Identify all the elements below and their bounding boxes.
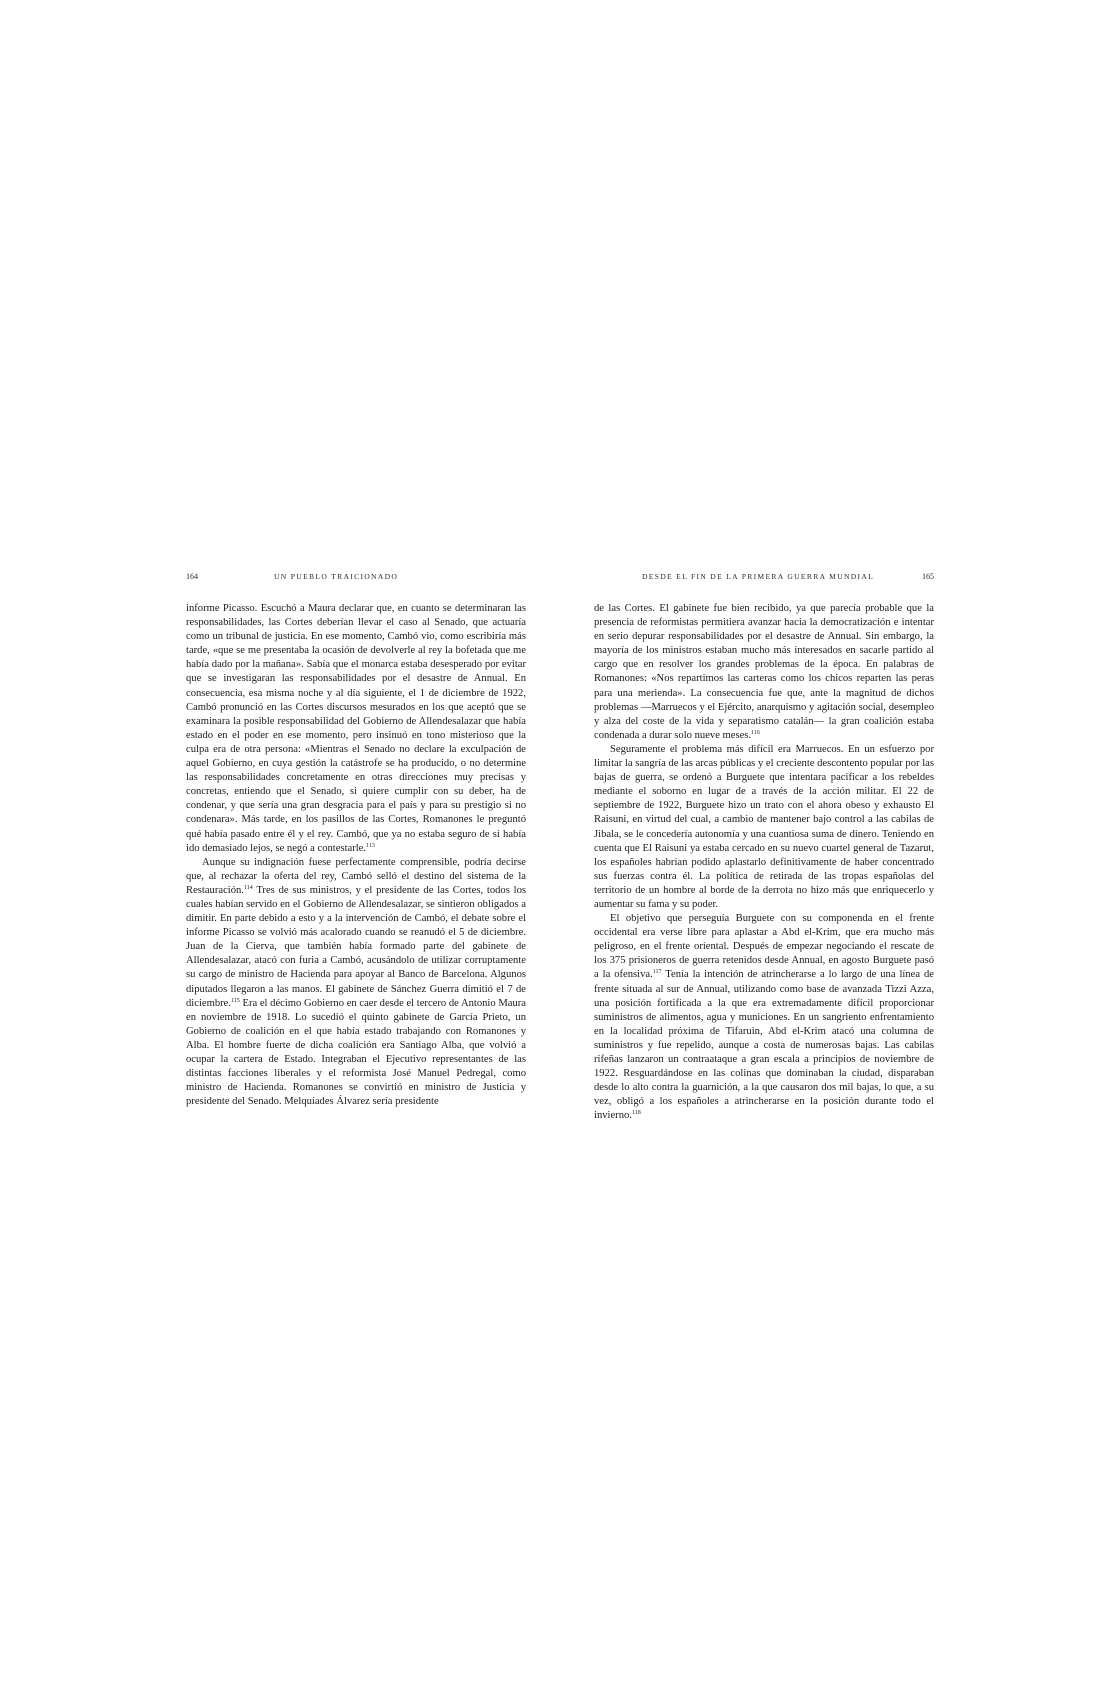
- right-page: [594, 572, 934, 1123]
- footnote-marker: 116: [751, 729, 760, 736]
- right-running-title: DESDE EL FIN DE LA PRIMERA GUERRA MUNDIAL: [642, 572, 875, 581]
- paragraph: [594, 602, 934, 743]
- right-body-text: [594, 602, 934, 1123]
- paragraph: [594, 743, 934, 912]
- right-running-head: [594, 572, 934, 588]
- paragraph: [186, 856, 526, 1110]
- paragraph-text: Tres de sus ministros, y el presidente de las Cortes, todos los cuales habían servido en el Gobierno de Allendesalazar, se sintieron obligados a dimitir. En parte debido a esto y a la intervención de Cambó, el debate sobre el informe Picasso se volvió más acalorado cuando se reanudó el 5 de diciembre. Juan de la Cierva, que también había formado parte del gabinete de Allendesalazar, atacó con furia a Cambó, acusándolo de utilizar corruptamente su cargo de ministro de Hacienda para apoyar al Banco de Barcelona. Algunos diputados llegaron a las manos. El gabinete de Sánchez Guerra dimitió el 7 de diciembre.: [186, 884, 526, 1009]
- footnote-marker: 115: [231, 997, 240, 1004]
- paragraph-text: informe Picasso. Escuchó a Maura declarar que, en cuanto se determinaran las responsabilidades, las Cortes deberían llevar el caso al Senado, que actuaría como un tribunal de justicia. En ese momento, Cambó vio, como escribiría más tarde, «que se me presentaba la ocasión de devolverle al rey la bofetada que me había dado por la mañana». Sabía que el monarca estaba desesperado por evitar que se investigaran las responsabilidades por el desastre de Annual. En consecuencia, esa misma noche y al día siguiente, el 1 de diciembre de 1922, Cambó pronunció en las Cortes discursos mesurados en los que aceptó que se examinara la posible responsabilidad del Gobierno de Allendesalazar que había estado en el poder en ese momento, pero insinuó en tono misterioso que la culpa era de otra persona: «Mientras el Senado no declare la exculpación de aquel Gobierno, en cuya gestión la catástrofe se ha producido, o no determine las responsabilidades concretamente en otras direcciones muy precisas y concretas, entiendo que el Senado, si quiere cumplir con su deber, ha de condenar, y que sería una gran desgracia para el país y para su prestigio si no condenara». Más tarde, en los pasillos de las Cortes, Romanones le preguntó qué había pasado entre él y el rey. Cambó, que ya no estaba seguro de si había ido demasiado lejos, se negó a contestarle.: [186, 603, 526, 854]
- paragraph-text: Era el décimo Gobierno en caer desde el tercero de Antonio Maura en noviembre de 1918. Lo sucedió el quinto gabinete de García Prieto, un Gobierno de coalición en el que había estado trabajando con Romanones y Alba. El hombre fuerte de dicha coalición era Santiago Alba, que volvió a ocupar la cartera de Estado. Integraban el Ejecutivo representantes de las distintas facciones liberales y el reformista José Manuel Pedregal, como ministro de Hacienda. Romanones se convirtió en ministro de Justicia y presidente del Senado. Melquíades Álvarez sería presidente: [186, 997, 526, 1108]
- paragraph-text: El objetivo que perseguía Burguete con su componenda en el frente occidental era verse libre para aplastar a Abd el-Krim, que era mucho más peligroso, en el frente oriental. Después de empezar negociando el rescate de los 375 prisioneros de guerra retenidos desde Annual, en agosto Burguete pasó a la ofensiva.: [594, 913, 934, 981]
- left-running-head: [186, 572, 526, 588]
- paragraph-text: Seguramente el problema más difícil era Marruecos. En un esfuerzo por limitar la sangría de las arcas públicas y el creciente descontento popular por las bajas de guerra, se ordenó a Burguete que intentara pacificar a los rebeldes mediante el soborno en lugar de a través de la acción militar. El 22 de septiembre de 1922, Burguete hizo un trato con el ahora obeso y exhausto El Raisuni, en virtud del cual, a cambio de mantener bajo control a las cabilas de Jibala, se le concedería autonomía y una cuantiosa suma de dinero. Teniendo en cuenta que El Raisuni ya estaba cercado en su nuevo cuartel general de Tazarut, los españoles habrían podido aplastarlo definitivamente de haber concentrado sus fuerzas contra él. La política de retirada de las tropas españolas del territorio de un hombre al borde de la derrota no hizo más que enriquecerlo y aumentar su fama y su poder.: [594, 743, 934, 910]
- left-body-text: [186, 602, 526, 1109]
- footnote-marker: 113: [366, 842, 375, 849]
- footnote-marker: 118: [631, 1110, 641, 1117]
- left-page-number: 164: [186, 572, 198, 581]
- paragraph-text: Aunque su indignación fuese perfectamente comprensible, podría decirse que, al rechazar la oferta del rey, Cambó selló el destino del sistema de la Restauración.: [186, 856, 526, 896]
- paragraph-text: Tenía la intención de atrincherarse a lo largo de una línea de frente situada al sur de Annual, utilizando como base de avanzada Tizzi Azza, una posición fortificada a la que era extremadamente difícil proporcionar suministros de alimentos, agua y municiones. En un sangriento enfrentamiento en la localidad próxima de Tifaruin, Abd el-Krim atacó una columna de suministros y fue repelido, aunque a costa de numerosas bajas. Las cabilas rifeñas lanzaron un contraataque a gran escala a principios de noviembre de 1922. Resguardándose en las colinas que dominaban la ciudad, disparaban desde lo alto contra la guarnición, a la que causaron dos mil bajas, lo que, a su vez, obligó a los españoles a atrincherarse en la posición durante todo el invierno.: [594, 969, 934, 1122]
- left-page: [186, 572, 526, 1109]
- footnote-marker: 114: [243, 884, 253, 891]
- paragraph: [594, 912, 934, 1123]
- paragraph: [186, 602, 526, 856]
- right-page-number: 165: [922, 572, 934, 581]
- left-running-title: UN PUEBLO TRAICIONADO: [274, 572, 399, 581]
- footnote-marker: 117: [652, 969, 662, 976]
- paragraph-text: de las Cortes. El gabinete fue bien recibido, ya que parecía probable que la presencia de reformistas permitiera avanzar hacia la democratización e intentar en serio depurar responsabilidades por el desastre de Annual. Sin embargo, la mayoría de los ministros estaban mucho más interesados en sacarle partido al cargo que en resolver los grandes problemas de la época. En palabras de Romanones: «Nos repartimos las carteras como los chicos reparten las peras para una merienda». La consecuencia fue que, ante la magnitud de dichos problemas —Marruecos y el Ejército, anarquismo y agitación social, desempleo y alza del coste de la vida y separatismo catalán— la gran coalición estaba condenada a durar solo nueve meses.: [594, 603, 934, 741]
